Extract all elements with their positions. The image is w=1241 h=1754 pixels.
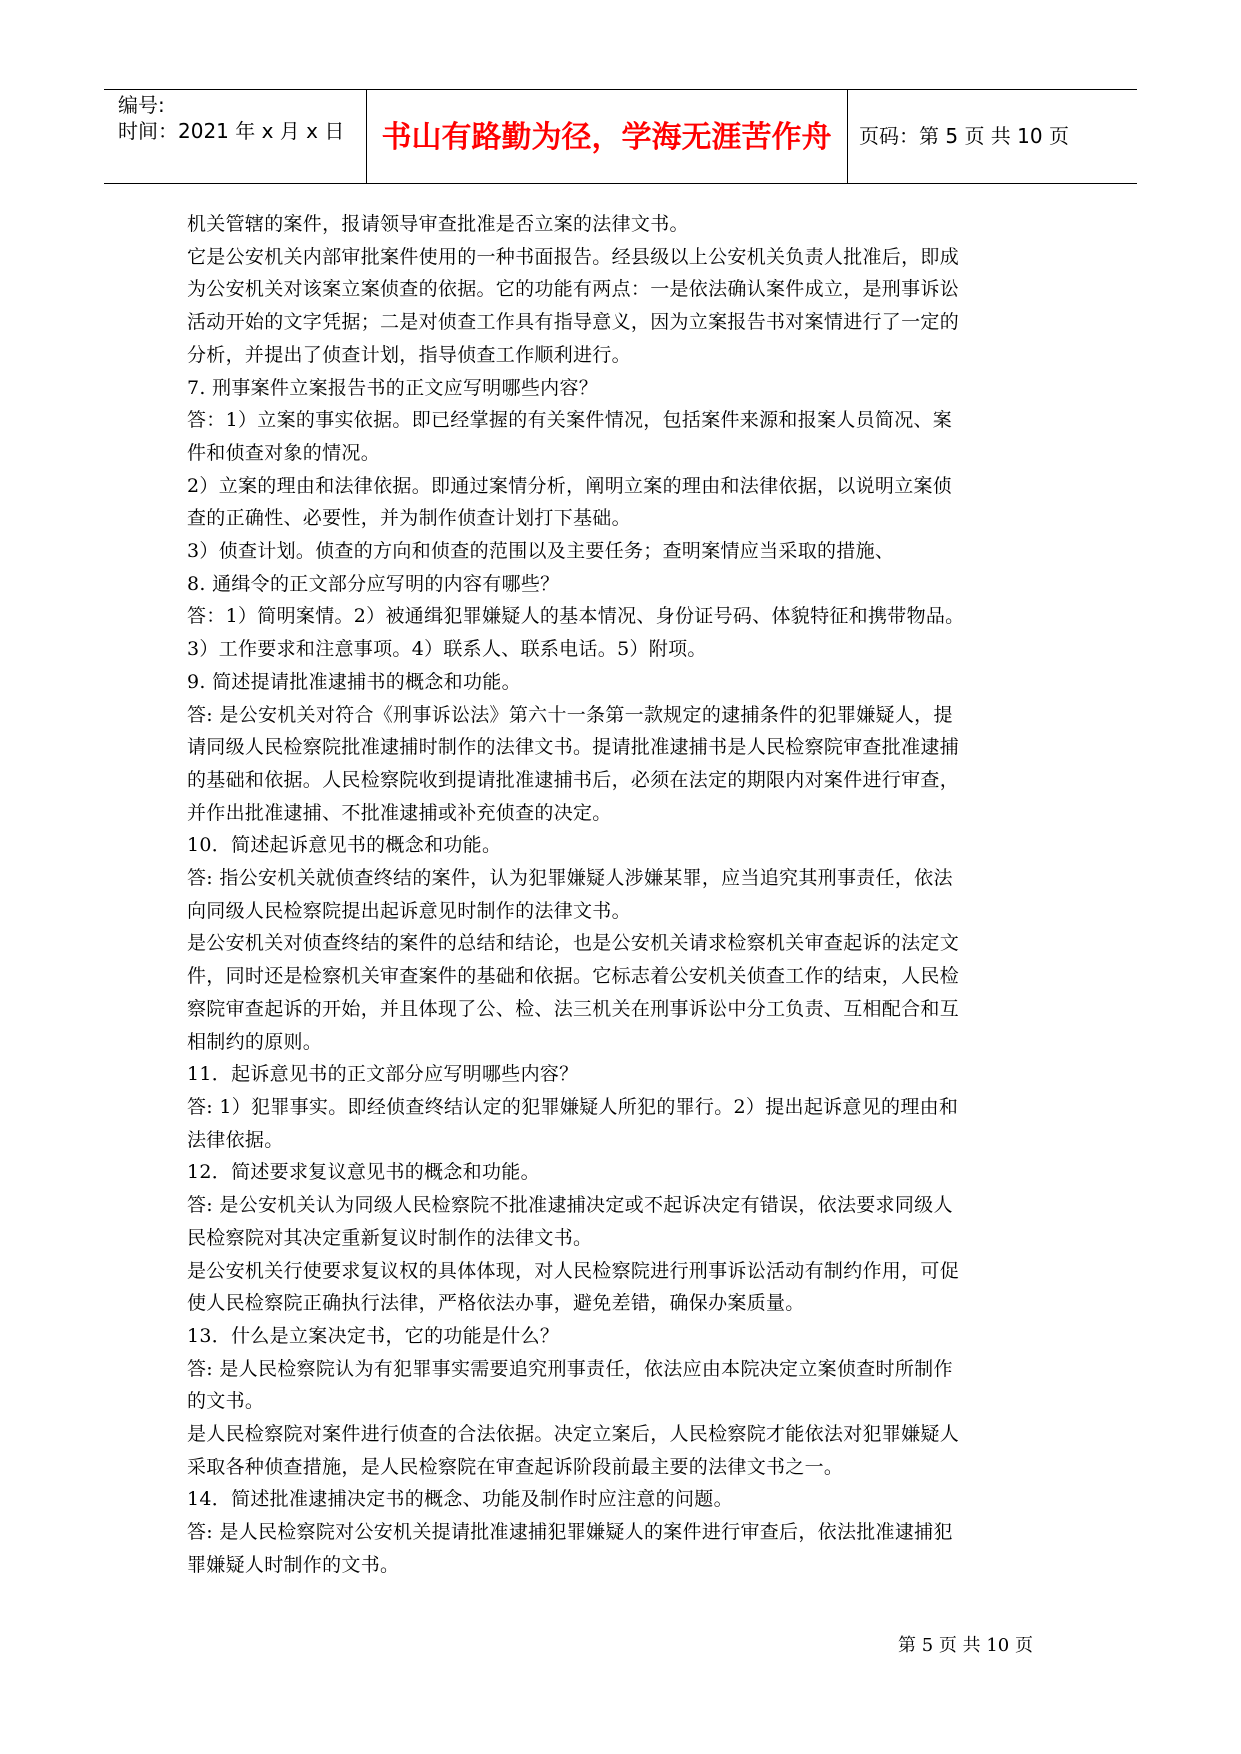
body-line: 的文书。: [187, 1390, 265, 1413]
body-line: 采取各种侦查措施，是人民检察院在审查起诉阶段前最主要的法律文书之一。: [187, 1455, 844, 1478]
header-motto-cell: [366, 90, 848, 183]
page-footer: 第 5 页 共 10 页: [898, 1635, 1033, 1656]
body-line: 答：1）立案的事实依据。即已经掌握的有关案件情况，包括案件来源和报案人员简况、案: [187, 409, 953, 432]
body-line: 机关管辖的案件，报请领导审查批准是否立案的法律文书。: [187, 213, 689, 235]
document-number-label: 编号:: [118, 93, 165, 117]
body-line: 是公安机关对侦查终结的案件的总结和结论，也是公安机关请求检察机关审查起诉的法定文: [187, 932, 960, 955]
body-line: 的基础和依据。人民检察院收到提请批准逮捕书后，必须在法定的期限内对案件进行审查，: [187, 768, 960, 791]
body-line: 9. 简述提请批准逮捕书的概念和功能。: [187, 670, 521, 693]
body-line: 答：1）简明案情。2）被通缉犯罪嫌疑人的基本情况、身份证号码、体貌特征和携带物品。: [187, 605, 965, 628]
body-line: 分析，并提出了侦查计划，指导侦查工作顺利进行。: [187, 343, 631, 366]
body-line: 查的正确性、必要性，并为制作侦查计划打下基础。: [187, 507, 631, 530]
body-line: 3）侦查计划。侦查的方向和侦查的范围以及主要任务；查明案情应当采取的措施、: [187, 540, 895, 563]
body-line: 件，同时还是检察机关审查案件的基础和依据。它标志着公安机关侦查工作的结束，人民检: [187, 965, 960, 988]
body-line: 察院审查起诉的开始，并且体现了公、检、法三机关在刑事诉讼中分工负责、互相配合和互: [187, 997, 960, 1020]
body-line: 答: 指公安机关就侦查终结的案件，认为犯罪嫌疑人涉嫌某罪，应当追究其刑事责任，依法: [187, 867, 953, 890]
body-line: 10．简述起诉意见书的概念和功能。: [187, 834, 502, 857]
body-line: 是公安机关行使要求复议权的具体体现，对人民检察院进行刑事诉讼活动有制约作用，可促: [187, 1259, 960, 1282]
body-line: 请同级人民检察院批准逮捕时制作的法律文书。提请批准逮捕书是人民检察院审查批准逮捕: [187, 736, 960, 759]
body-line: 3）工作要求和注意事项。4）联系人、联系电话。5）附项。: [187, 638, 707, 661]
body-line: 相制约的原则。: [187, 1030, 323, 1053]
header-page-cell: [847, 90, 1137, 183]
body-line: 并作出批准逮捕、不批准逮捕或补充侦查的决定。: [187, 801, 612, 824]
body-line: 活动开始的文字凭据；二是对侦查工作具有指导意义，因为立案报告书对案情进行了一定的: [187, 311, 960, 334]
document-time-label: 时间：2021 年 x 月 x 日: [118, 119, 345, 143]
body-line: 罪嫌疑人时制作的文书。: [187, 1553, 400, 1576]
header-motto: 书山有路勤为径，学海无涯苦作舟: [381, 120, 832, 155]
body-line: 件和侦查对象的情况。: [187, 441, 381, 464]
body-line: 答: 是公安机关认为同级人民检察院不批准逮捕决定或不起诉决定有错误，依法要求同级人: [187, 1194, 953, 1217]
body-line: 12．简述要求复议意见书的概念和功能。: [187, 1161, 540, 1184]
body-line: 向同级人民检察院提出起诉意见时制作的法律文书。: [187, 899, 631, 922]
body-line: 是人民检察院对案件进行侦查的合法依据。决定立案后，人民检察院才能依法对犯罪嫌疑人: [187, 1423, 960, 1446]
body-line: 14．简述批准逮捕决定书的概念、功能及制作时应注意的问题。: [187, 1488, 733, 1511]
document-body: [187, 208, 1067, 1582]
body-line: 答: 是人民检察院认为有犯罪事实需要追究刑事责任，依法应由本院决定立案侦查时所制作: [187, 1357, 953, 1380]
header-meta-cell: [104, 90, 367, 183]
body-line: 7. 刑事案件立案报告书的正文应写明哪些内容？: [187, 376, 599, 399]
body-line: 法律依据。: [187, 1128, 284, 1151]
body-line: 使人民检察院正确执行法律，严格依法办事，避免差错，确保办案质量。: [187, 1292, 805, 1315]
body-line: 答: 是人民检察院对公安机关提请批准逮捕犯罪嫌疑人的案件进行审查后，依法批准逮捕犯: [187, 1521, 953, 1544]
page-header: [104, 89, 1137, 184]
body-line: 11．起诉意见书的正文部分应写明哪些内容？: [187, 1063, 579, 1086]
body-line: 2）立案的理由和法律依据。即通过案情分析，阐明立案的理由和法律依据，以说明立案侦: [187, 474, 953, 497]
body-line: 答: 1）犯罪事实。即经侦查终结认定的犯罪嫌疑人所犯的罪行。2）提出起诉意见的理由和: [187, 1095, 959, 1118]
header-page-info: 页码：第 5 页 共 10 页: [859, 124, 1069, 148]
body-line: 它是公安机关内部审批案件使用的一种书面报告。经县级以上公安机关负责人批准后，即成: [187, 245, 960, 268]
body-line: 答: 是公安机关对符合《刑事诉讼法》第六十一条第一款规定的逮捕条件的犯罪嫌疑人，提: [187, 703, 953, 726]
body-line: 8. 通缉令的正文部分应写明的内容有哪些？: [187, 572, 560, 595]
body-line: 民检察院对其决定重新复议时制作的法律文书。: [187, 1226, 593, 1249]
body-line: 为公安机关对该案立案侦查的依据。它的功能有两点：一是依法确认案件成立，是刑事诉讼: [187, 278, 960, 301]
body-line: 13．什么是立案决定书，它的功能是什么？: [187, 1324, 560, 1347]
